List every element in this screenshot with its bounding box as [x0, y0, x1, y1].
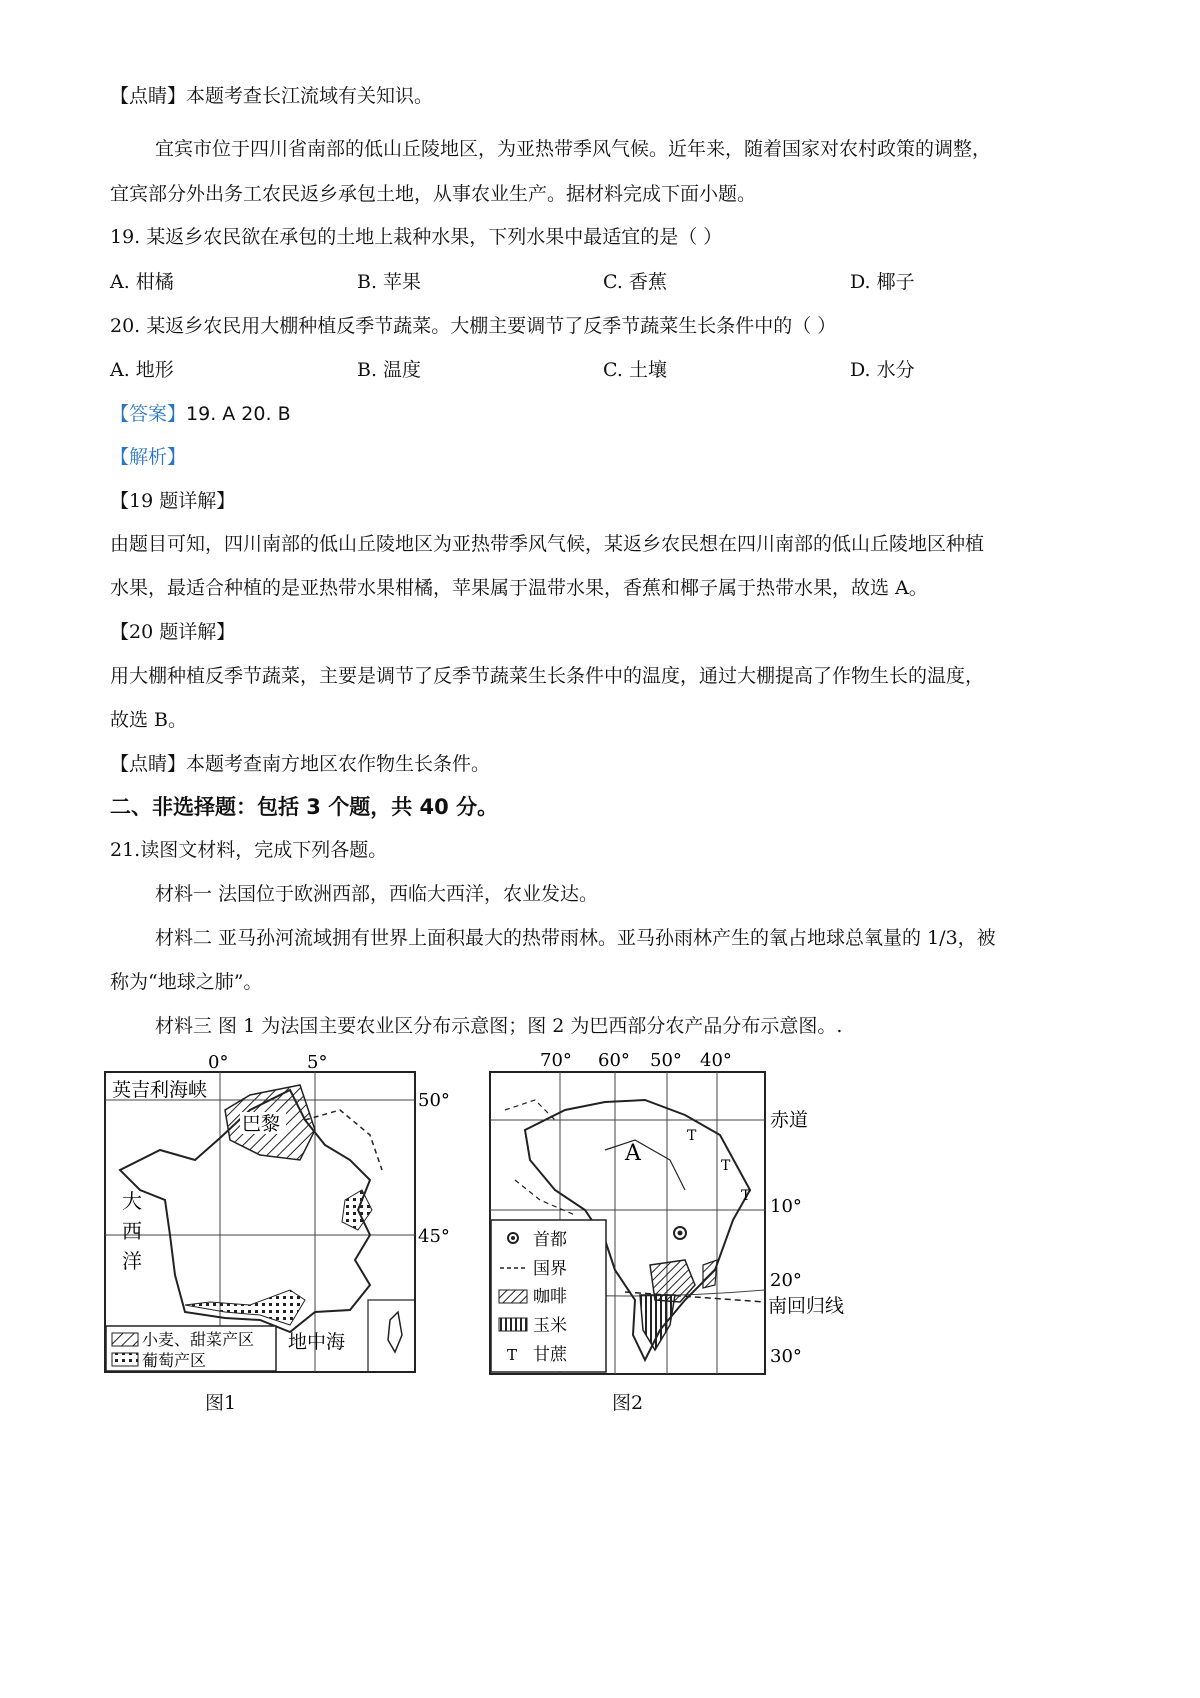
- fig1-atlantic-1: 大: [122, 1189, 142, 1213]
- answer-text: 19. A 20. B: [186, 403, 291, 425]
- answer-line: [110, 400, 291, 428]
- fig2-legend-corn: 玉米: [533, 1316, 567, 1336]
- tip-line-2: 【点睛】本题考查南方地区农作物生长条件。: [110, 753, 491, 775]
- fig2-lon-50: 50°: [650, 1050, 682, 1071]
- q20-option-b: B. 温度: [357, 359, 422, 381]
- detail-19-line-2: 水果，最适合种植的是亚热带水果柑橘，苹果属于温带水果，香蕉和椰子属于热带水果，故选 A。: [110, 577, 928, 599]
- figure-1-caption: 图1: [205, 1392, 237, 1414]
- detail-20-line-2: 故选 B。: [110, 709, 188, 731]
- q20-option-a: A. 地形: [110, 359, 174, 381]
- material-line-1: 宜宾市位于四川省南部的低山丘陵地区，为亚热带季风气候。近年来，随着国家对农村政策的调整，: [155, 138, 992, 160]
- borders: [505, 1100, 575, 1215]
- q19-option-b: B. 苹果: [357, 271, 422, 293]
- fig2-tropic-label: 南回归线: [768, 1295, 845, 1317]
- material-2-line-1: 材料二 亚马孙河流域拥有世界上面积最大的热带雨林。亚马孙雨林产生的氧占地球总氧量的 1/3，被: [155, 927, 996, 949]
- q19-option-a: A. 柑橘: [110, 271, 174, 293]
- question-20: 20. 某返乡农民用大棚种植反季节蔬菜。大棚主要调节了反季节蔬菜生长条件中的（ ）: [110, 315, 837, 337]
- sugarcane-mark-1: T: [687, 1128, 697, 1144]
- tip-line-1: 【点睛】本题考查长江流域有关知识。: [110, 85, 434, 107]
- fig1-atlantic-3: 洋: [122, 1249, 142, 1273]
- fig2-point-a: A: [625, 1141, 641, 1166]
- fig1-lat-50: 50°: [418, 1090, 450, 1111]
- figure-2-caption: 图2: [612, 1392, 644, 1414]
- question-21: 21.读图文材料，完成下列各题。: [110, 839, 388, 861]
- grape-region-2: [342, 1190, 372, 1230]
- fig2-legend-border: 国界: [533, 1259, 567, 1279]
- q20-option-c: C. 土壤: [603, 359, 667, 381]
- fig1-med-label: 地中海: [288, 1331, 346, 1353]
- sugarcane-mark-3: T: [741, 1188, 751, 1204]
- france-border: [305, 1110, 382, 1170]
- fig2-lon-70: 70°: [540, 1050, 572, 1071]
- fig2-equator-label: 赤道: [770, 1109, 809, 1131]
- question-19: 19. 某返乡农民欲在承包的土地上栽种水果，下列水果中最适宜的是（ ）: [110, 226, 723, 248]
- fig1-legend-grape: 葡萄产区: [142, 1351, 207, 1370]
- figure-2-map: [485, 1040, 885, 1390]
- fig2-lat-20: 20°: [770, 1270, 802, 1291]
- corsica: [388, 1312, 402, 1352]
- material-1: 材料一 法国位于欧洲西部，西临大西洋，农业发达。: [155, 883, 599, 905]
- fig1-lon-0: 0°: [208, 1052, 229, 1073]
- detail-20-line-1: 用大棚种植反季节蔬菜，主要是调节了反季节蔬菜生长条件中的温度，通过大棚提高了作物生长的温度，: [110, 665, 985, 687]
- fig1-lat-45: 45°: [418, 1226, 450, 1247]
- fig2-legend-capital: 首都: [533, 1230, 567, 1250]
- analysis-label: 【解析】: [110, 446, 187, 468]
- detail-20-heading: 【20 题详解】: [110, 621, 236, 643]
- fig2-legend-coffee: 咖啡: [533, 1287, 567, 1307]
- fig1-atlantic-2: 西: [122, 1219, 142, 1243]
- q20-option-d: D. 水分: [850, 359, 915, 381]
- q19-option-d: D. 椰子: [850, 271, 915, 293]
- fig2-lon-60: 60°: [598, 1050, 630, 1071]
- material-3: 材料三 图 1 为法国主要农业区分布示意图；图 2 为巴西部分农产品分布示意图。.: [155, 1015, 843, 1037]
- answer-label: 【答案】: [110, 403, 187, 425]
- fig2-legend-sugarcane: 甘蔗: [533, 1345, 567, 1365]
- section-2-heading: 二、非选择题：包括 3 个题，共 40 分。: [110, 795, 499, 819]
- fig1-paris-label: 巴黎: [242, 1113, 281, 1135]
- q19-option-c: C. 香蕉: [603, 271, 667, 293]
- detail-19-heading: 【19 题详解】: [110, 490, 236, 512]
- figure-1-map: [100, 1050, 460, 1390]
- fig1-legend-wheat: 小麦、甜菜产区: [142, 1330, 255, 1349]
- detail-19-line-1: 由题目可知，四川南部的低山丘陵地区为亚热带季风气候，某返乡农民想在四川南部的低山丘陵地区种植: [110, 533, 985, 555]
- material-2-line-2: 称为“地球之肺”。: [110, 971, 263, 993]
- corn-region: [640, 1295, 675, 1350]
- fig1-lon-5: 5°: [307, 1052, 328, 1073]
- material-line-2: 宜宾部分外出务工农民返乡承包土地，从事农业生产。据材料完成下面小题。: [110, 183, 757, 205]
- fig2-lat-30: 30°: [770, 1346, 802, 1367]
- coffee-region-2: [703, 1260, 717, 1288]
- fig1-channel-label: 英吉利海峡: [112, 1079, 208, 1101]
- fig2-lon-40: 40°: [700, 1050, 732, 1071]
- svg-text:T: T: [507, 1346, 518, 1364]
- fig2-lat-10: 10°: [770, 1196, 802, 1217]
- sugarcane-mark-2: T: [721, 1158, 731, 1174]
